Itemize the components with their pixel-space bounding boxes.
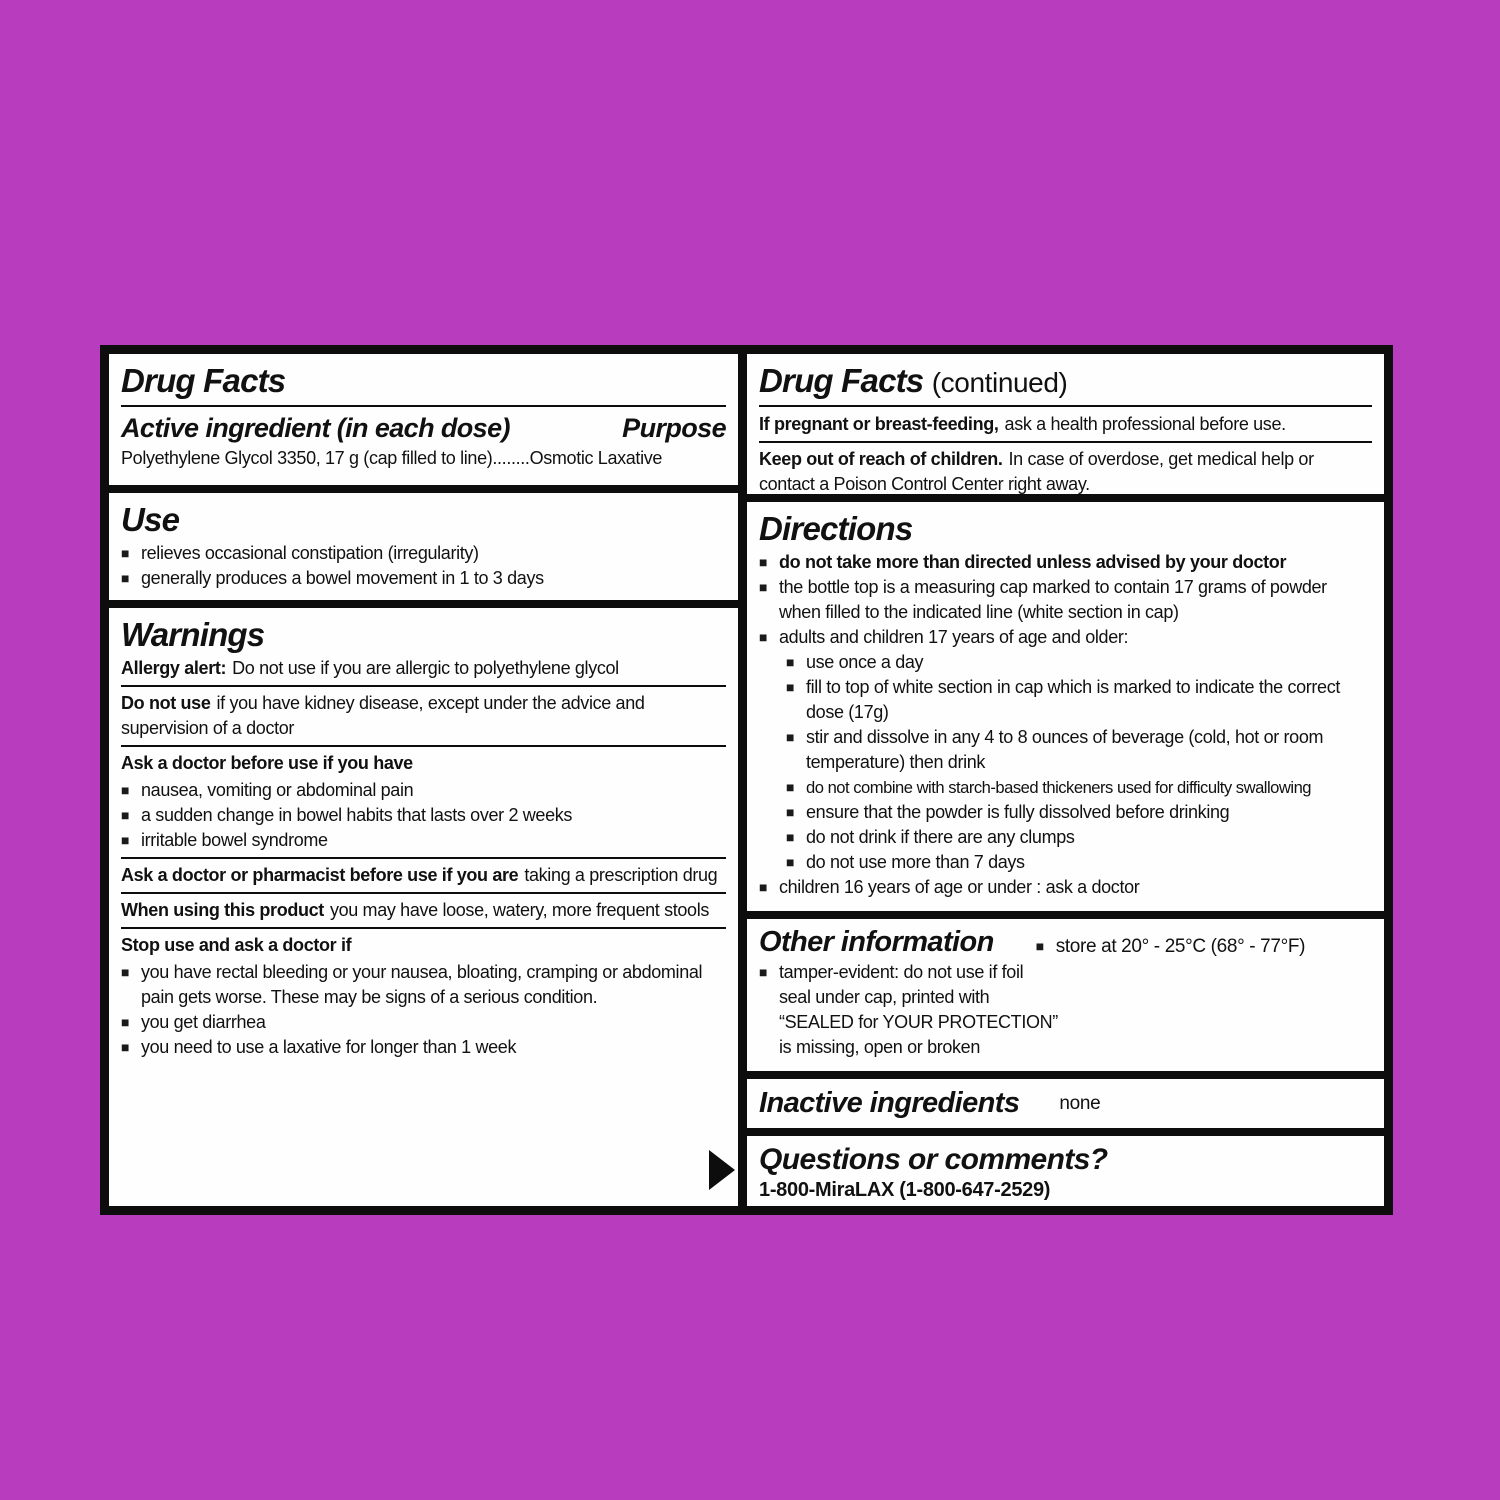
divider [759,441,1372,443]
inactive-ingredients-title: Inactive ingredients [759,1087,1020,1120]
bullet-icon: ■ [121,831,130,848]
bullet-icon: ■ [786,653,795,670]
bullet-icon: ■ [786,853,795,870]
list-item: ■ ensure that the powder is fully dissolved before drinking [786,800,1372,825]
tamper-evident-line: seal under cap, printed with [779,986,990,1007]
active-ingredient-heading-row [121,412,726,444]
list-item: ■ you get diarrhea [121,1010,726,1035]
list-item: ■ do not use more than 7 days [786,850,1372,875]
active-ingredient-heading: Active ingredient (in each dose) [121,412,510,443]
list-item: ■ relieves occasional constipation (irregularity) [121,541,726,566]
bullet-icon: ■ [786,803,795,820]
list-item: ■ generally produces a bowel movement in 1 to 3 days [121,566,726,591]
section-directions [747,502,1384,911]
pregnant-warning: If pregnant or breast-feeding, ask a health professional before use. [759,413,1286,434]
bullet-icon: ■ [786,678,795,695]
list-item: ■ nausea, vomiting or abdominal pain [121,778,726,803]
divider [121,685,726,687]
right-panel [747,354,1384,1206]
list-item: ■ you have rectal bleeding or your nausea, bloating, cramping or abdominal pain gets worse. These may be signs of a serious condition. [121,961,703,1007]
questions-title: Questions or comments? [759,1143,1108,1176]
bullet-icon: ■ [1035,938,1044,954]
bullet-icon: ■ [121,806,130,823]
divider [121,745,726,747]
active-ingredient-value: Polyethylene Glycol 3350, 17 g (cap filled to line)........Osmotic Laxative [121,448,663,469]
stop-use-heading: Stop use and ask a doctor if [121,934,352,955]
list-item: ■ irritable bowel syndrome [121,828,726,853]
drug-facts-continued-title: Drug Facts (continued) [759,362,1068,399]
purpose-heading: Purpose [622,412,726,443]
use-title: Use [121,501,180,538]
ask-pharmacist: Ask a doctor or pharmacist before use if you are taking a prescription drug [121,864,718,885]
divider [121,927,726,929]
tamper-evident-line: is missing, open or broken [779,1036,981,1057]
divider [121,892,726,894]
tamper-evident-line: “SEALED for YOUR PROTECTION” [779,1011,1058,1032]
drug-facts-label [100,345,1393,1215]
bullet-icon: ■ [759,628,768,645]
list-item: ■ you need to use a laxative for longer than 1 week [121,1035,726,1060]
allergy-alert: Allergy alert: Do not use if you are allergic to polyethylene glycol [121,657,619,678]
section-continued [747,354,1384,494]
list-item: ■ stir and dissolve in any 4 to 8 ounces of beverage (cold, hot or room temperature) then drink [786,726,1324,772]
bullet-icon: ■ [121,781,130,798]
store-temperature: ■ store at 20° - 25°C (68° - 77°F) [1035,936,1306,957]
ask-doctor-heading: Ask a doctor before use if you have [121,752,413,773]
section-active-ingredient [109,354,738,485]
list-item: ■ children 16 years of age or under : ask a doctor [759,875,1372,900]
bullet-icon: ■ [759,578,768,595]
bullet-icon: ■ [759,553,768,570]
other-information-title: Other information [759,926,994,958]
list-item: ■ fill to top of white section in cap which is marked to indicate the correct dose (17g) [786,676,1341,722]
tamper-evident-line: ■ tamper-evident: do not use if foil [759,960,1372,985]
bullet-icon: ■ [786,778,795,795]
divider [121,857,726,859]
inactive-ingredients-value: none [1059,1092,1101,1114]
bullet-icon: ■ [121,544,130,561]
keep-out-warning: Keep out of reach of children. In case of overdose, get medical help or contact a Poison Control Center right away. [759,448,1314,494]
when-using: When using this product you may have loose, watery, more frequent stools [121,899,709,920]
list-item: ■ do not combine with starch-based thickeners used for difficulty swallowing [786,775,1372,800]
continued-arrow-icon [709,1150,735,1190]
section-questions [747,1136,1384,1206]
bullet-icon: ■ [121,1038,130,1055]
list-item: ■ a sudden change in bowel habits that lasts over 2 weeks [121,803,726,828]
bullet-icon: ■ [786,828,795,845]
divider [759,405,1372,407]
section-inactive-ingredients [747,1079,1384,1128]
bullet-icon: ■ [759,878,768,895]
bullet-icon: ■ [786,728,795,745]
do-not-use: Do not use if you have kidney disease, except under the advice and supervision of a doctor [121,692,645,738]
left-panel [109,354,738,1206]
continued-suffix: (continued) [931,367,1068,398]
divider [121,405,726,407]
section-other-information [747,919,1384,1071]
bullet-icon: ■ [121,1013,130,1030]
list-item: ■ adults and children 17 years of age and older: [759,625,1372,650]
bullet-icon: ■ [121,963,130,980]
list-item: ■ do not take more than directed unless advised by your doctor [759,550,1372,575]
phone-number: 1-800-MiraLAX (1-800-647-2529) [759,1179,1051,1201]
directions-title: Directions [759,510,913,547]
drug-facts-title: Drug Facts [121,362,286,399]
section-warnings [109,608,738,1206]
list-item: ■ use once a day [786,650,1372,675]
bullet-icon: ■ [759,963,768,980]
list-item: ■ do not drink if there are any clumps [786,825,1372,850]
bullet-icon: ■ [121,569,130,586]
warnings-title: Warnings [121,616,265,653]
other-information-heading-row [759,925,1372,960]
list-item: ■ the bottle top is a measuring cap marked to contain 17 grams of powder when filled to the indicated line (white section in cap) [759,576,1327,622]
section-use [109,493,738,600]
